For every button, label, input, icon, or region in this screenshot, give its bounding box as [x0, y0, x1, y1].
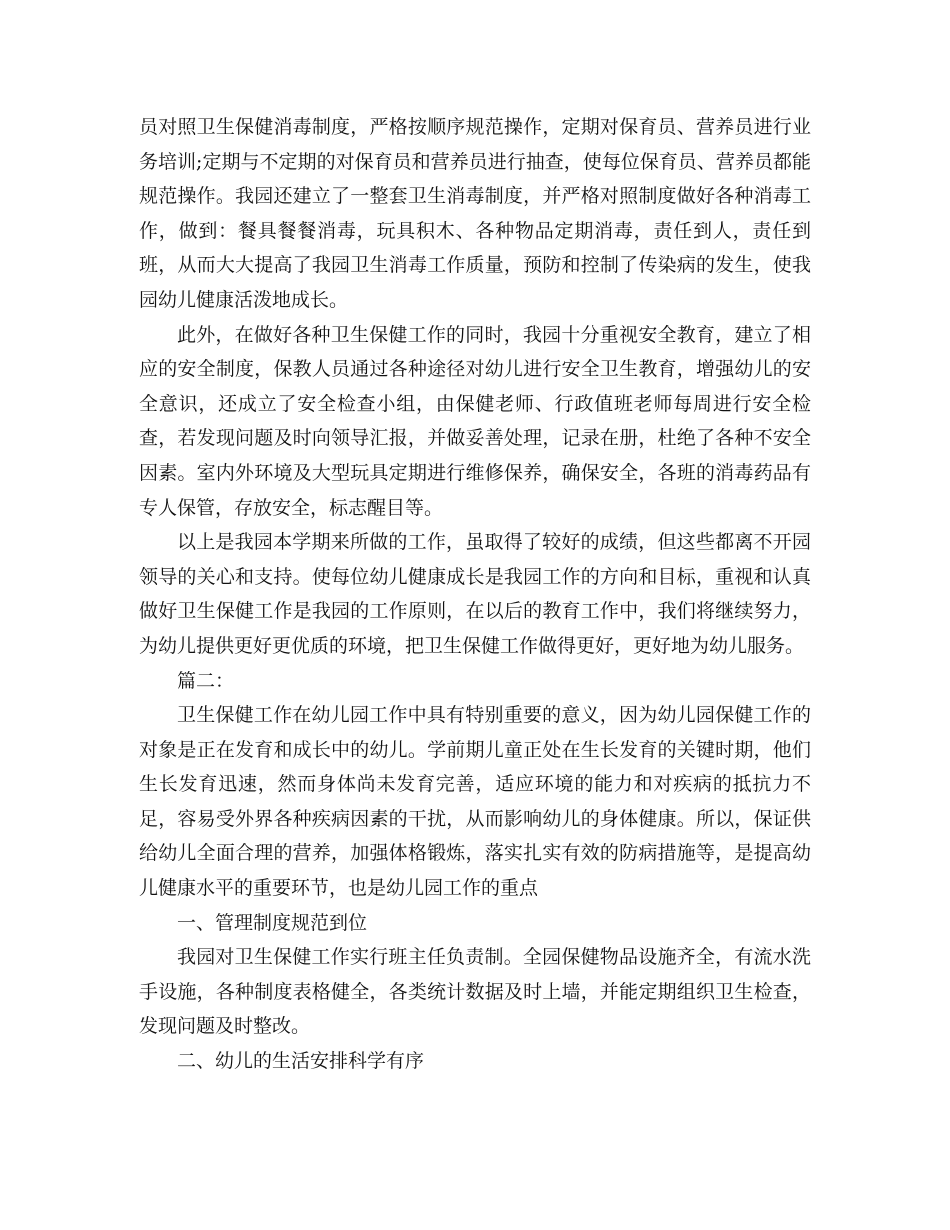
- paragraph-health-care-importance: 卫生保健工作在幼儿园工作中具有特别重要的意义，因为幼儿园保健工作的对象是正在发育和成长中的幼儿。学前期儿童正处在生长发育的关键时期，他们生长发育迅速，然而身体尚未发育完善，适应环境的能力和对疾病的抵抗力不足，容易受外界各种疾病因素的干扰，从而影响幼儿的身体健康。所以，保证供给幼儿全面合理的营养，加强体格锻炼，落实扎实有效的防病措施等，是提高幼儿健康水平的重要环节，也是幼儿园工作的重点: [139, 704, 811, 900]
- paragraph-disinfection-continued: 员对照卫生保健消毒制度，严格按顺序规范操作，定期对保育员、营养员进行业务培训;定期与不定期的对保育员和营养员进行抽查，使每位保育员、营养员都能规范操作。我园还建立了一整套卫生消毒制度，并严格对照制度做好各种消毒工作，做到：餐具餐餐消毒，玩具积木、各种物品定期消毒，责任到人，责任到班，从而大大提高了我园卫生消毒工作质量，预防和控制了传染病的发生，使我园幼儿健康活泼地成长。: [139, 116, 811, 311]
- heading-management-system: 一、管理制度规范到位: [177, 911, 368, 934]
- section-heading-part-two: 篇二：: [177, 669, 235, 692]
- paragraph-summary: 以上是我园本学期来所做的工作，虽取得了较好的成绩，但这些都离不开园领导的关心和支持。使每位幼儿健康成长是我园工作的方向和目标，重视和认真做好卫生保健工作是我园的工作原则，在以后的教育工作中，我们将继续努力，为幼儿提供更好更优质的环境，把卫生保健工作做得更好，更好地为幼儿服务。: [139, 531, 811, 657]
- paragraph-safety-education: 此外，在做好各种卫生保健工作的同时，我园十分重视安全教育，建立了相应的安全制度，保教人员通过各种途径对幼儿进行安全卫生教育，增强幼儿的安全意识，还成立了安全检查小组，由保健老师、行政值班老师每周进行安全检查，若发现问题及时向领导汇报，并做妥善处理，记录在册，杜绝了各种不安全因素。室内外环境及大型玩具定期进行维修保养，确保安全，各班的消毒药品有专人保管，存放安全，标志醒目等。: [139, 323, 811, 519]
- heading-daily-schedule: 二、幼儿的生活安排科学有序: [177, 1050, 425, 1073]
- paragraph-management-details: 我园对卫生保健工作实行班主任负责制。全园保健物品设施齐全，有流水洗手设施，各种制度表格健全，各类统计数据及时上墙，并能定期组织卫生检查，发现问题及时整改。: [139, 946, 811, 1038]
- document-body: [139, 110, 811, 1079]
